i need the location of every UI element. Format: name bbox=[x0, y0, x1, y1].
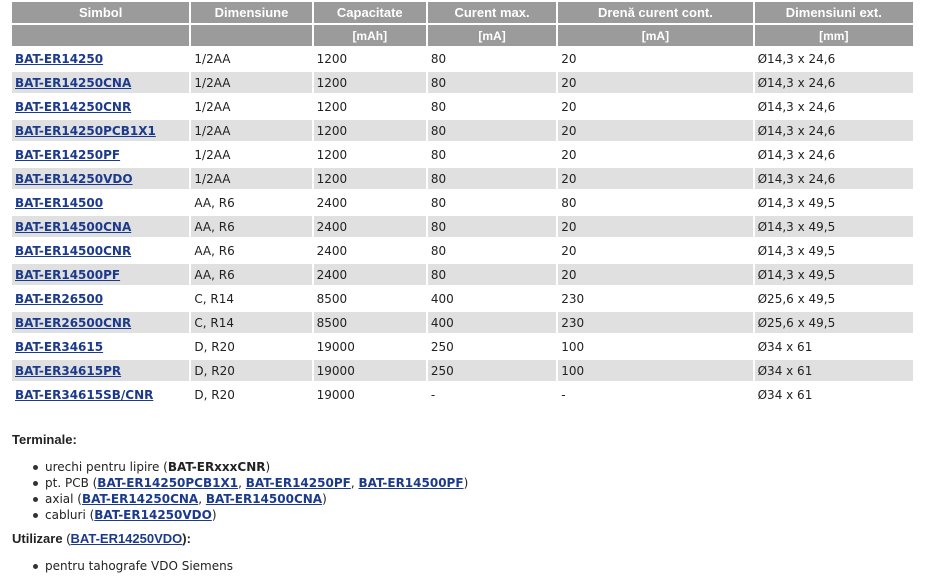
cell-curent-max: - bbox=[428, 384, 556, 408]
battery-spec-table bbox=[10, 2, 915, 408]
cell-dimensiuni-ext: Ø14,3 x 24,6 bbox=[755, 168, 913, 192]
unit-capacitate: [mAh] bbox=[314, 25, 426, 48]
cell-curent-max: 250 bbox=[428, 360, 556, 384]
table-row bbox=[12, 264, 913, 288]
cell-capacitate: 2400 bbox=[314, 192, 426, 216]
terminal-code: BAT-ERxxxCNR bbox=[167, 460, 266, 474]
cell-dimensiuni-ext: Ø34 x 61 bbox=[755, 336, 913, 360]
cell-drena-curent: 100 bbox=[558, 360, 752, 384]
cell-dimensiuni-ext: Ø14,3 x 24,6 bbox=[755, 144, 913, 168]
terminal-product-link[interactable]: BAT-ER14250VDO bbox=[94, 508, 212, 522]
cell-curent-max: 250 bbox=[428, 336, 556, 360]
cell-drena-curent: 20 bbox=[558, 240, 752, 264]
terminal-item-text: pt. PCB ( bbox=[45, 476, 98, 490]
cell-simbol bbox=[12, 360, 189, 384]
cell-drena-curent: 230 bbox=[558, 288, 752, 312]
cell-simbol bbox=[12, 336, 189, 360]
terminal-item-close: ) bbox=[265, 460, 271, 474]
product-link[interactable]: BAT-ER14250PF bbox=[15, 148, 121, 162]
cell-dimensiuni-ext: Ø14,3 x 49,5 bbox=[755, 264, 913, 288]
product-link[interactable]: BAT-ER34615 bbox=[15, 340, 104, 354]
cell-drena-curent: 20 bbox=[558, 72, 752, 96]
product-link[interactable]: BAT-ER14250CNA bbox=[15, 76, 132, 90]
cell-dimensiuni-ext: Ø34 x 61 bbox=[755, 384, 913, 408]
table-row bbox=[12, 216, 913, 240]
terminal-product-link[interactable]: BAT-ER14250PF bbox=[245, 476, 351, 490]
cell-dimensiune: 1/2AA bbox=[191, 168, 311, 192]
cell-capacitate: 19000 bbox=[314, 336, 426, 360]
terminal-item-close: ) bbox=[463, 476, 469, 490]
cell-simbol bbox=[12, 384, 189, 408]
cell-simbol bbox=[12, 120, 189, 144]
cell-drena-curent: 80 bbox=[558, 192, 752, 216]
unit-drena-curent: [mA] bbox=[558, 25, 752, 48]
terminal-item bbox=[45, 507, 468, 523]
usage-heading bbox=[12, 531, 468, 546]
cell-capacitate: 1200 bbox=[314, 96, 426, 120]
terminal-item-text: axial ( bbox=[45, 492, 82, 506]
cell-simbol bbox=[12, 264, 189, 288]
cell-simbol bbox=[12, 288, 189, 312]
cell-simbol bbox=[12, 96, 189, 120]
table-row bbox=[12, 240, 913, 264]
cell-capacitate: 19000 bbox=[314, 384, 426, 408]
cell-dimensiuni-ext: Ø25,6 x 49,5 bbox=[755, 288, 913, 312]
product-link[interactable]: BAT-ER14500 bbox=[15, 196, 104, 210]
cell-dimensiune: 1/2AA bbox=[191, 144, 311, 168]
cell-simbol bbox=[12, 168, 189, 192]
cell-dimensiune: 1/2AA bbox=[191, 120, 311, 144]
cell-drena-curent: 100 bbox=[558, 336, 752, 360]
product-link[interactable]: BAT-ER14250 bbox=[15, 52, 104, 66]
cell-drena-curent: 20 bbox=[558, 48, 752, 72]
table-row bbox=[12, 288, 913, 312]
cell-dimensiune: AA, R6 bbox=[191, 264, 311, 288]
cell-capacitate: 2400 bbox=[314, 240, 426, 264]
product-link[interactable]: BAT-ER26500 bbox=[15, 292, 104, 306]
table-row bbox=[12, 120, 913, 144]
table-row bbox=[12, 384, 913, 408]
cell-simbol bbox=[12, 216, 189, 240]
terminal-item-close: ) bbox=[211, 508, 217, 522]
cell-curent-max: 80 bbox=[428, 168, 556, 192]
cell-drena-curent: 20 bbox=[558, 264, 752, 288]
usage-heading-close: ): bbox=[182, 531, 191, 546]
cell-curent-max: 80 bbox=[428, 240, 556, 264]
cell-dimensiuni-ext: Ø14,3 x 49,5 bbox=[755, 192, 913, 216]
product-link[interactable]: BAT-ER14500CNA bbox=[15, 220, 132, 234]
usage-heading-open: ( bbox=[62, 531, 71, 546]
terminal-product-link[interactable]: BAT-ER14500PF bbox=[358, 476, 464, 490]
table-row bbox=[12, 360, 913, 384]
cell-capacitate: 1200 bbox=[314, 168, 426, 192]
table-row bbox=[12, 96, 913, 120]
product-link[interactable]: BAT-ER34615PR bbox=[15, 364, 122, 378]
unit-dimensiuni-ext: [mm] bbox=[755, 25, 913, 48]
cell-dimensiune: AA, R6 bbox=[191, 216, 311, 240]
cell-dimensiuni-ext: Ø14,3 x 24,6 bbox=[755, 72, 913, 96]
terminal-item-text: urechi pentru lipire ( bbox=[45, 460, 168, 474]
cell-curent-max: 80 bbox=[428, 96, 556, 120]
product-link[interactable]: BAT-ER34615SB/CNR bbox=[15, 388, 154, 402]
cell-dimensiune: AA, R6 bbox=[191, 192, 311, 216]
cell-dimensiune: D, R20 bbox=[191, 336, 311, 360]
usage-list bbox=[12, 558, 468, 574]
terminals-list bbox=[12, 459, 468, 523]
cell-dimensiune: D, R20 bbox=[191, 360, 311, 384]
cell-capacitate: 1200 bbox=[314, 120, 426, 144]
terminal-product-link[interactable]: BAT-ER14250CNA bbox=[81, 492, 199, 506]
terminal-product-link[interactable]: BAT-ER14500CNA bbox=[205, 492, 323, 506]
table-row bbox=[12, 48, 913, 72]
cell-curent-max: 80 bbox=[428, 72, 556, 96]
cell-curent-max: 400 bbox=[428, 288, 556, 312]
cell-simbol bbox=[12, 48, 189, 72]
cell-dimensiuni-ext: Ø25,6 x 49,5 bbox=[755, 312, 913, 336]
notes-section bbox=[12, 432, 468, 582]
header-dimensiuni-ext: Dimensiuni ext. bbox=[755, 2, 913, 25]
cell-curent-max: 80 bbox=[428, 48, 556, 72]
cell-curent-max: 80 bbox=[428, 216, 556, 240]
usage-product-link[interactable]: BAT-ER14250VDO bbox=[70, 531, 183, 546]
product-link[interactable]: BAT-ER14500PF bbox=[15, 268, 121, 282]
cell-dimensiuni-ext: Ø14,3 x 24,6 bbox=[755, 120, 913, 144]
cell-dimensiune: AA, R6 bbox=[191, 240, 311, 264]
cell-dimensiune: C, R14 bbox=[191, 312, 311, 336]
unit-dimensiune bbox=[191, 25, 311, 48]
cell-simbol bbox=[12, 72, 189, 96]
product-link[interactable]: BAT-ER26500CNR bbox=[15, 316, 132, 330]
terminal-item-close: ) bbox=[322, 492, 327, 506]
cell-dimensiune: 1/2AA bbox=[191, 72, 311, 96]
cell-capacitate: 19000 bbox=[314, 360, 426, 384]
cell-simbol bbox=[12, 312, 189, 336]
terminals-heading: Terminale: bbox=[12, 432, 77, 447]
header-simbol: Simbol bbox=[12, 2, 189, 25]
header-drena-curent: Drenă curent cont. bbox=[558, 2, 752, 25]
cell-dimensiune: 1/2AA bbox=[191, 96, 311, 120]
cell-dimensiune: D, R20 bbox=[191, 384, 311, 408]
terminal-item bbox=[45, 459, 468, 475]
cell-drena-curent: 230 bbox=[558, 312, 752, 336]
cell-drena-curent: - bbox=[558, 384, 752, 408]
cell-capacitate: 2400 bbox=[314, 264, 426, 288]
terminal-item-text: cabluri ( bbox=[45, 508, 95, 522]
cell-drena-curent: 20 bbox=[558, 144, 752, 168]
cell-curent-max: 80 bbox=[428, 192, 556, 216]
cell-dimensiuni-ext: Ø34 x 61 bbox=[755, 360, 913, 384]
terminal-item: axial (BAT-ER14250CNA, BAT-ER14500CNA) bbox=[45, 491, 468, 507]
cell-capacitate: 2400 bbox=[314, 216, 426, 240]
table-header-row bbox=[12, 2, 913, 25]
cell-curent-max: 80 bbox=[428, 144, 556, 168]
cell-curent-max: 80 bbox=[428, 120, 556, 144]
cell-capacitate: 1200 bbox=[314, 72, 426, 96]
usage-item: pentru tahografe VDO Siemens bbox=[45, 558, 468, 574]
product-link[interactable]: BAT-ER14500CNR bbox=[15, 244, 132, 258]
cell-drena-curent: 20 bbox=[558, 216, 752, 240]
product-link[interactable]: BAT-ER14250PCB1X1 bbox=[15, 124, 156, 138]
cell-curent-max: 80 bbox=[428, 264, 556, 288]
cell-dimensiuni-ext: Ø14,3 x 24,6 bbox=[755, 96, 913, 120]
cell-dimensiuni-ext: Ø14,3 x 49,5 bbox=[755, 240, 913, 264]
table-row bbox=[12, 336, 913, 360]
cell-capacitate: 1200 bbox=[314, 48, 426, 72]
cell-simbol bbox=[12, 240, 189, 264]
unit-simbol bbox=[12, 25, 189, 48]
table-row bbox=[12, 72, 913, 96]
table-body bbox=[12, 48, 913, 408]
table-row bbox=[12, 144, 913, 168]
cell-capacitate: 8500 bbox=[314, 288, 426, 312]
table-row bbox=[12, 312, 913, 336]
terminal-product-link[interactable]: BAT-ER14250PCB1X1 bbox=[97, 476, 239, 490]
product-link[interactable]: BAT-ER14250VDO bbox=[15, 172, 133, 186]
cell-drena-curent: 20 bbox=[558, 96, 752, 120]
table-row bbox=[12, 192, 913, 216]
cell-capacitate: 8500 bbox=[314, 312, 426, 336]
cell-simbol bbox=[12, 144, 189, 168]
cell-dimensiuni-ext: Ø14,3 x 49,5 bbox=[755, 216, 913, 240]
cell-drena-curent: 20 bbox=[558, 120, 752, 144]
header-capacitate: Capacitate bbox=[314, 2, 426, 25]
header-curent-max: Curent max. bbox=[428, 2, 556, 25]
header-dimensiune: Dimensiune bbox=[191, 2, 311, 25]
cell-dimensiuni-ext: Ø14,3 x 24,6 bbox=[755, 48, 913, 72]
cell-dimensiune: 1/2AA bbox=[191, 48, 311, 72]
terminal-item: pt. PCB (BAT-ER14250PCB1X1, BAT-ER14250PF, BAT-ER14500PF) bbox=[45, 476, 469, 490]
usage-heading-label: Utilizare bbox=[12, 531, 63, 546]
cell-dimensiune: C, R14 bbox=[191, 288, 311, 312]
table-units-row bbox=[12, 25, 913, 48]
cell-drena-curent: 20 bbox=[558, 168, 752, 192]
cell-curent-max: 400 bbox=[428, 312, 556, 336]
product-link[interactable]: BAT-ER14250CNR bbox=[15, 100, 132, 114]
cell-capacitate: 1200 bbox=[314, 144, 426, 168]
unit-curent-max: [mA] bbox=[428, 25, 556, 48]
table-row bbox=[12, 168, 913, 192]
cell-simbol bbox=[12, 192, 189, 216]
